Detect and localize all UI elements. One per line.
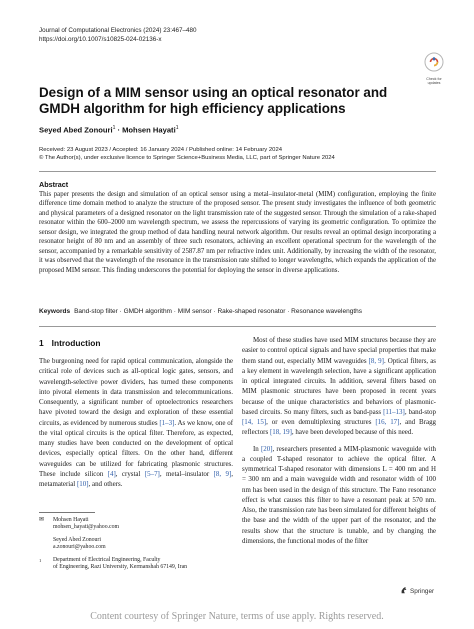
coauthor-name: Seyed Abed Zonouri [53, 536, 101, 543]
badge-line2: updates [427, 81, 441, 86]
citation-link[interactable]: [5–7] [144, 469, 160, 478]
citation-link[interactable]: [4] [107, 469, 116, 478]
paragraph: Most of these studies have used MIM structures because they are easier to control optical signals and have special properties that make them stand out, especially MIM waveguides [8, 9]. Optical filters, as a key element in wavelength selection, have a significant application in optical integrated circuits. In addition, several filters based on MIM plasmonic structures have been proposed in recent years because of the unique characteristics and behaviors of plasmonic-based circuits. So many filters, such as band-pass [11–13], band-stop [14, 15], or even demultiplexing structures [16, 17], and Bragg reflectors [18, 19], have been developed because of this need. [242, 336, 437, 437]
publisher-name: Springer [410, 588, 435, 595]
journal-citation: Journal of Computational Electronics (2024) 23:467–480 [39, 27, 197, 34]
affiliation-line: Department of Electrical Engineering, Faculty [53, 557, 161, 563]
affiliation-marker: 1 [112, 125, 116, 131]
affiliation-marker: 1 [175, 125, 179, 131]
author-list [39, 125, 178, 135]
paper-title: Design of a MIM sensor using an optical resonator and GMDH algorithm for high efficiency applications [39, 85, 388, 116]
paragraph: In [20], researchers presented a MIM-plasmonic waveguide with a coupled T-shaped resonator to achieve the optical filter. A symmetrical T-shaped resonator with dimensions L = 400 nm and H = 300 nm and a main waveguide width and resonator width of 100 nm has been used in the design of this structure. The Fano resonance effect is what causes this filter to have a resonant peak at 570 nm. Also, the transmission rate has been simulated for different heights of the base and the width of the upper part of the resonator, and the results show that the structure is tunable, and by changing the dimensions, the functional modes of the filter [242, 444, 436, 545]
coauthor-email[interactable]: a.zonouri@yahoo.com [53, 543, 106, 550]
citation-link[interactable]: [10] [76, 480, 89, 488]
author-name[interactable]: Seyed Abed Zonouri [39, 125, 113, 135]
corresponding-author-note [39, 517, 119, 551]
keywords-label: Keywords [39, 308, 71, 315]
copyright-line: © The Author(s), under exclusive licence to Springer Science+Business Media, LLC, part of Springer Nature 2024 [39, 155, 335, 161]
publication-history [39, 146, 335, 162]
citation-link[interactable]: [8, 9] [368, 356, 384, 365]
section-number: 1 [39, 338, 44, 348]
check-for-updates-icon [424, 52, 444, 72]
affiliation-marker: 1 [39, 558, 42, 563]
keywords-list: Band-stop filter · GMDH algorithm · MIM sensor · Rake-shaped resonator · Resonance wavelengths [74, 308, 363, 315]
citation-link[interactable]: [14, 15] [242, 418, 267, 426]
abstract-text: This paper presents the design and simulation of an optical sensor using a metal–insulator-metal (MIM) configuration, employing the finite difference time domain method to analyze the structure of the proposed sensor. The present study investigates the influence of both geometric and physical parameters of a designed resonator on the light transmission rate of the suggested sensor. Through the simulation of a rake-shaped resonator within the 600–2000 nm wavelength spectrum, we assess the repercussions of varying its geometric configuration. To optimize the sensor design, we integrated the group method of data handling neural network algorithm. Our results reveal an optimal design incorporating a resonator height of 80 nm and an assembly of three such resonators, achieving an excellent operational spectrum for the wavelength of the sensor, accompanied by a remarkable sensitivity of 2587.87 nm per refractive index unit. Additionally, by increasing the width of the resonator, it was observed that the wavelength of the resonance in the transmission rate shifted to longer wavelengths, which expands the application of the proposed MIM sensor. This finding underscores the potential for deploying the sensor in diverse applications. [39, 191, 436, 274]
affiliation-line: of Engineering, Razi University, Kermanshah 67149, Iran [53, 564, 188, 571]
journal-header [39, 26, 197, 44]
footnote-rule [39, 512, 95, 513]
affiliation-note [39, 557, 187, 572]
corresponding-author-email[interactable]: mohsen_hayati@yahoo.com [53, 524, 120, 531]
body-column-left [39, 356, 233, 489]
citation-link[interactable]: [18, 19] [269, 428, 292, 437]
journal-doi[interactable]: https://doi.org/10.1007/s10825-024-02136-x [39, 36, 162, 43]
citation-link[interactable]: [20] [260, 444, 273, 453]
courtesy-watermark: Content courtesy of Springer Nature, terms of use apply. Rights reserved. [90, 611, 384, 622]
citation-link[interactable]: [8, 9] [213, 469, 232, 478]
paragraph: The burgeoning need for rapid optical communication, alongside the critical role of devices such as all-optical logic gates, sensors, and wavelength-selective power dividers, has turned these components into pivotal elements in data transmission and telecommunications. Consequently, a significant number of optoelectronics researchers have pivoted toward the design and exploration of these essential circuits, as evidenced by numerous studies [1–3]. As we know, one of the vital optical circuits is the optical filter. Therefore, as expected, many studies have been conducted on the development of optical devices, especially optical filters. On the other hand, different waveguides can be utilized for fabricating plasmonic structures. These include silicon [4], crystal [5–7], metal–insulator [8, 9], metamaterial [10], and others. [39, 357, 234, 488]
divider [39, 171, 436, 172]
springer-horse-icon [400, 586, 408, 594]
badge-line1: Check for [426, 77, 442, 81]
divider [39, 326, 436, 327]
body-column-right [242, 335, 436, 546]
citation-link[interactable]: [1–3] [159, 418, 175, 427]
check-for-updates-badge[interactable] [422, 52, 446, 86]
abstract-heading: Abstract [39, 180, 69, 189]
corresponding-author-name: Mohsen Hayati [53, 517, 89, 523]
keywords [39, 308, 436, 315]
publisher-logo [400, 586, 434, 595]
section-title: Introduction [51, 338, 101, 348]
author-separator: · [115, 125, 123, 135]
section-heading [39, 338, 109, 348]
citation-link[interactable]: [16, 17] [375, 418, 400, 426]
author-name[interactable]: Mohsen Hayati [122, 125, 176, 135]
citation-link[interactable]: [11–13] [383, 407, 405, 416]
envelope-icon: ✉ [39, 517, 44, 523]
history-dates: Received: 23 August 2023 / Accepted: 16 January 2024 / Published online: 14 February 2024 [39, 147, 282, 153]
